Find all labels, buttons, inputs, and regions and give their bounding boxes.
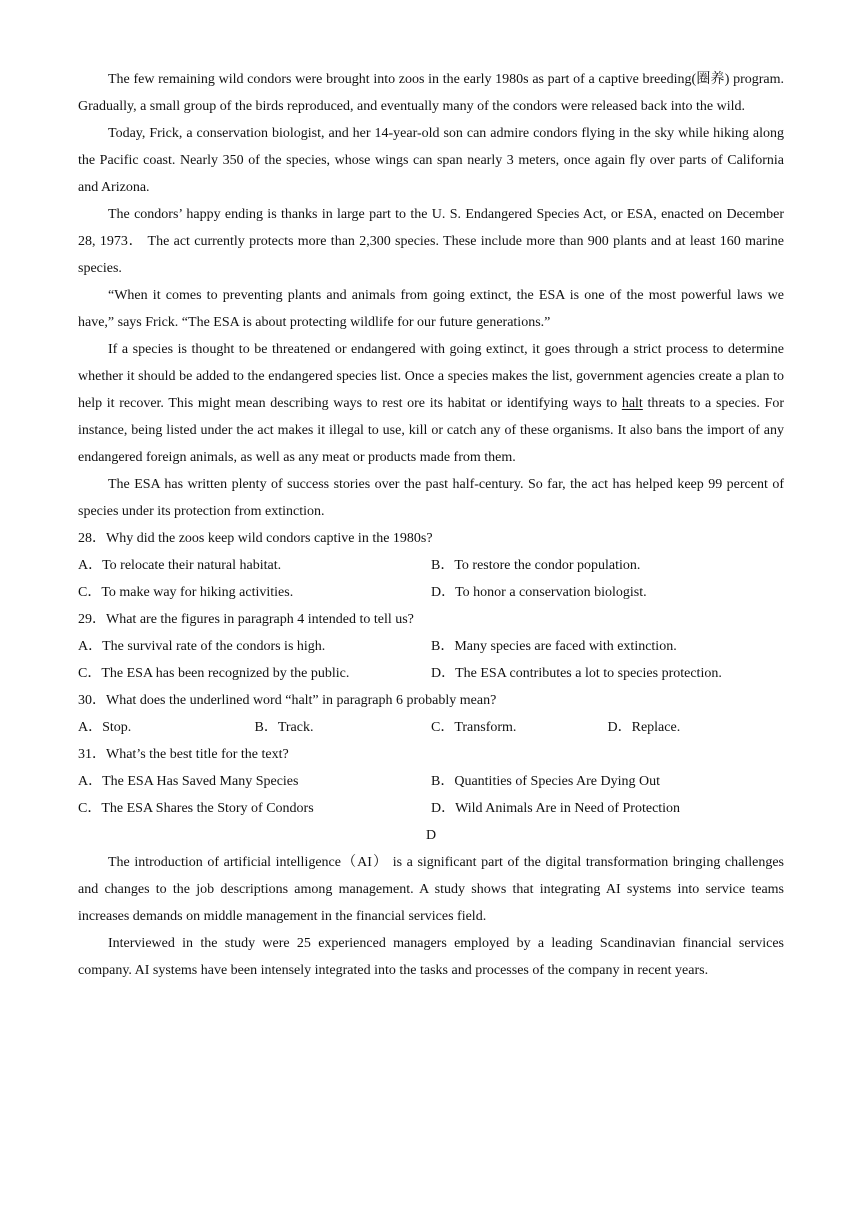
question-28-option-b: B．To restore the condor population. [431, 558, 641, 573]
question-28-option-d: D．To honor a conservation biologist. [431, 585, 647, 600]
passage-d-paragraph-2: Interviewed in the study were 25 experienced managers employed by a leading Scandinavian financial services company. AI systems have been intensely integrated into the tasks and processes of the company in recent years. [78, 936, 784, 978]
question-29-options-row-2 [78, 660, 784, 687]
passage-c-paragraph-5 [78, 336, 784, 471]
question-29-stem: 29．What are the figures in paragraph 4 intended to tell us? [78, 612, 414, 627]
paragraph-5-text-before: If a species is thought to be threatened or endangered with going extinct, it goes through a strict process to determine whether it should be added to the endangered species list. Once a species makes the list, government agencies create a plan to help it recover. This might mean describing ways to rest ore its habitat or identifying ways to [78, 342, 784, 411]
question-29-option-a: A．The survival rate of the condors is high. [78, 639, 326, 654]
passage-c-paragraph-3: The condors’ happy ending is thanks in large part to the U. S. Endangered Species Act, or ESA, enacted on December 28, 1973． The act currently protects more than 2,300 species. These include more than 900 plants and at least 160 marine species. [78, 207, 784, 276]
question-29-options-row-1 [78, 633, 784, 660]
question-31-options-row-1 [78, 768, 784, 795]
question-30-option-a: A．Stop. [78, 720, 132, 735]
question-30-options-row [78, 714, 784, 741]
question-28-stem: 28．Why did the zoos keep wild condors captive in the 1980s? [78, 531, 433, 546]
question-31-option-c: C．The ESA Shares the Story of Condors [78, 801, 314, 816]
question-30-option-b: B．Track. [254, 720, 314, 735]
question-31-stem: 31．What’s the best title for the text? [78, 747, 289, 762]
question-31-option-d: D．Wild Animals Are in Need of Protection [431, 801, 681, 816]
question-28-option-c: C．To make way for hiking activities. [78, 585, 294, 600]
question-30-option-d: D．Replace. [607, 720, 681, 735]
question-28-option-a: A．To relocate their natural habitat. [78, 558, 282, 573]
passage-d-heading: D [425, 828, 437, 843]
question-29-option-b: B．Many species are faced with extinction. [431, 639, 677, 654]
question-31-option-b: B．Quantities of Species Are Dying Out [431, 774, 661, 789]
question-30-option-c: C．Transform. [431, 720, 517, 735]
underlined-word-halt: halt [621, 396, 643, 411]
passage-c-paragraph-1: The few remaining wild condors were brought into zoos in the early 1980s as part of a captive breeding(圈养) program. Gradually, a small group of the birds reproduced, and eventually many of the condors were released back into the wild. [78, 72, 784, 114]
document-content [78, 66, 784, 984]
passage-d-paragraph-1: The introduction of artificial intelligence（AI） is a significant part of the digital transformation bringing challenges and changes to the job descriptions among management. A study shows that integrating AI systems into service teams increases demands on middle management in the financial services field. [78, 855, 784, 924]
question-31-options-row-2 [78, 795, 784, 822]
passage-c-paragraph-4: “When it comes to preventing plants and animals from going extinct, the ESA is one of the most powerful laws we have,” says Frick. “The ESA is about protecting wildlife for our future generations.” [78, 288, 784, 330]
question-29-option-c: C．The ESA has been recognized by the public. [78, 666, 350, 681]
passage-c-paragraph-6: The ESA has written plenty of success stories over the past half-century. So far, the act has helped keep 99 percent of species under its protection from extinction. [78, 477, 784, 519]
question-30-stem: 30．What does the underlined word “halt” in paragraph 6 probably mean? [78, 693, 497, 708]
question-29-option-d: D．The ESA contributes a lot to species protection. [431, 666, 722, 681]
paragraph-5-text-after: threats to a species. For instance, being listed under the act makes it illegal to use, kill or catch any of these organisms. It also bans the import of any endangered foreign animals, as well as any meat or products made from them. [78, 396, 784, 465]
question-28-options-row-1 [78, 552, 784, 579]
question-28-options-row-2 [78, 579, 784, 606]
question-31-option-a: A．The ESA Has Saved Many Species [78, 774, 299, 789]
passage-c-paragraph-2: Today, Frick, a conservation biologist, and her 14-year-old son can admire condors flying in the sky while hiking along the Pacific coast. Nearly 350 of the species, whose wings can span nearly 3 meters, once again fly over parts of California and Arizona. [78, 126, 784, 195]
